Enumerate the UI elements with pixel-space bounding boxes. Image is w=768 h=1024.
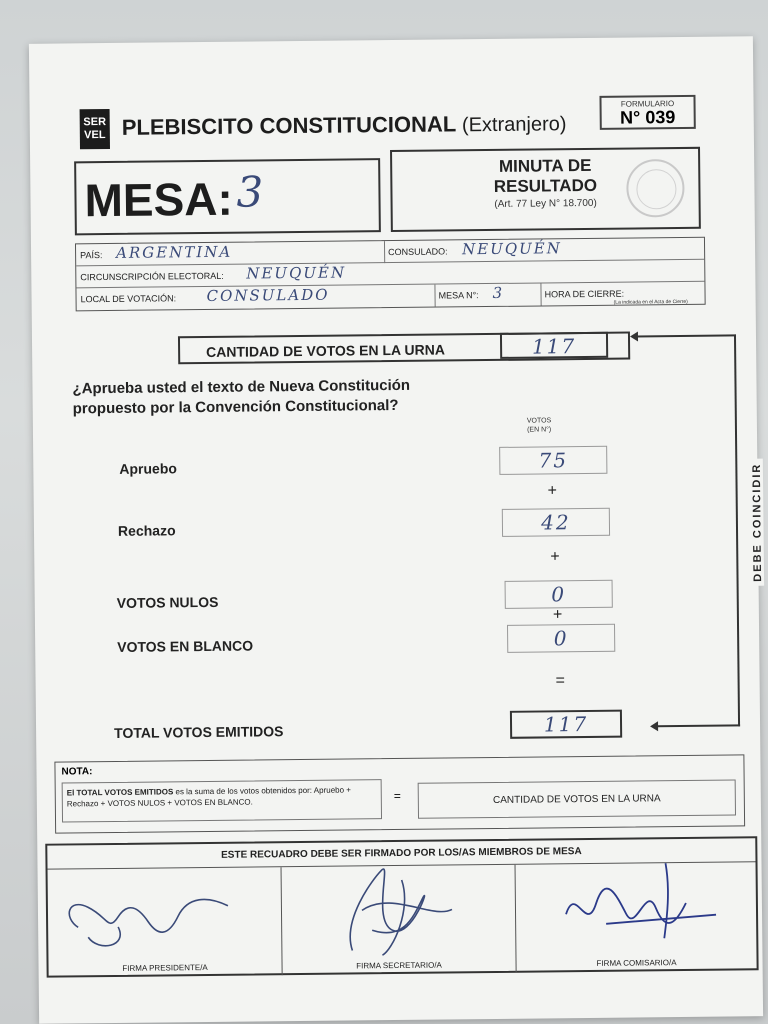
seal-stamp-icon xyxy=(626,159,685,218)
circ-value: NEUQUÉN xyxy=(246,263,347,283)
servel-logo xyxy=(80,109,110,149)
minuta-law: (Art. 77 Ley N° 18.700) xyxy=(494,197,597,210)
nota-box xyxy=(54,754,745,833)
minuta-box xyxy=(390,147,701,232)
firma-comisario-label: FIRMA COMISARIO/A xyxy=(596,958,677,968)
nota-title: NOTA: xyxy=(61,766,93,778)
equals-sign: = xyxy=(555,672,566,690)
local-value: CONSULADO xyxy=(206,285,330,305)
ballot-question xyxy=(72,376,410,420)
plus-sign: + xyxy=(552,606,563,624)
nota-equals: = xyxy=(393,788,401,804)
votos-header-line2: (EN N°) xyxy=(527,426,552,434)
plus-sign: + xyxy=(547,482,558,500)
rechazo-value: 42 xyxy=(502,508,610,537)
signature-presidente-icon xyxy=(58,876,249,958)
blanco-value: 0 xyxy=(507,624,615,653)
hora-note: (La indicada en el Acta de Cierre) xyxy=(613,298,688,306)
signature-header: ESTE RECUADRO DEBE SER FIRMADO POR LOS/AS MIEMBROS DE MESA xyxy=(47,838,755,869)
logo-line1: SER xyxy=(83,116,107,129)
nulos-label: VOTOS NULOS xyxy=(116,593,219,611)
apruebo-value: 75 xyxy=(499,446,607,475)
plus-sign: + xyxy=(550,548,560,566)
circ-label: CIRCUNSCRIPCIÓN ELECTORAL: xyxy=(80,270,224,283)
urna-box xyxy=(178,332,630,365)
mesa-label: MESA: xyxy=(84,172,234,227)
nota-definition xyxy=(62,779,382,822)
mesa-n-label: MESA N°: xyxy=(438,290,479,301)
consulado-value: NEUQUÉN xyxy=(461,239,562,259)
formulario-number: N° 039 xyxy=(619,107,676,128)
question-line1: ¿Aprueba usted el texto de Nueva Constitución xyxy=(72,376,411,398)
consulado-label: CONSULADO: xyxy=(388,246,448,258)
signature-secretario-icon xyxy=(311,859,502,961)
nulos-value: 0 xyxy=(505,580,613,609)
title-main: PLEBISCITO CONSTITUCIONAL xyxy=(121,111,456,140)
formulario-label: FORMULARIO xyxy=(620,99,675,109)
arrow-left-icon xyxy=(630,331,638,341)
nota-def-bold: El TOTAL VOTOS EMITIDOS xyxy=(66,787,174,798)
nota-result: CANTIDAD DE VOTOS EN LA URNA xyxy=(418,779,736,818)
minuta-line1: MINUTA DE xyxy=(498,155,592,176)
hora-label: HORA DE CIERRE: xyxy=(544,288,625,300)
arrow-left-icon xyxy=(650,721,658,731)
info-table xyxy=(75,237,706,312)
nota-def-rest: es la suma de los votos obtenidos por: Apruebo + Rechazo + VOTOS NULOS + VOTOS EN BLANCO. xyxy=(66,785,351,809)
arrow-to-urna-line xyxy=(636,334,736,337)
firma-secretario-cell xyxy=(282,865,517,975)
minuta-line2: RESULTADO xyxy=(493,175,598,196)
form-title xyxy=(122,110,567,141)
blanco-label: VOTOS EN BLANCO xyxy=(117,637,254,655)
mesa-n-value: 3 xyxy=(492,283,505,302)
firma-secretario-label: FIRMA SECRETARIO/A xyxy=(356,960,442,971)
firma-comisario-cell xyxy=(516,862,757,973)
debe-coincidir-text: DEBE COINCIDIR xyxy=(751,459,764,586)
local-label: LOCAL DE VOTACIÓN: xyxy=(80,293,177,305)
apruebo-label: Apruebo xyxy=(119,460,177,477)
question-line2: propuesto por la Convención Constitucional? xyxy=(72,396,399,418)
firma-presidente-cell xyxy=(48,867,283,977)
votos-header-line1: VOTOS xyxy=(526,417,552,425)
ballot-form-sheet xyxy=(29,36,763,1024)
signature-comisario-icon xyxy=(545,852,746,954)
title-suffix: (Extranjero) xyxy=(461,113,567,137)
signature-box xyxy=(45,836,758,977)
arrow-to-total-line xyxy=(656,724,740,727)
firma-presidente-label: FIRMA PRESIDENTE/A xyxy=(122,962,208,973)
urna-value: 117 xyxy=(500,332,608,359)
coincidir-connector-line xyxy=(734,334,740,726)
pais-label: PAÍS: xyxy=(80,250,103,261)
mesa-value: 3 xyxy=(236,167,266,217)
urna-label: CANTIDAD DE VOTOS EN LA URNA xyxy=(206,341,445,360)
total-value: 117 xyxy=(510,710,622,739)
formulario-badge xyxy=(599,95,695,130)
rechazo-label: Rechazo xyxy=(117,522,176,539)
total-label: TOTAL VOTOS EMITIDOS xyxy=(114,723,284,741)
logo-line2: VEL xyxy=(84,129,106,142)
mesa-box xyxy=(74,158,381,235)
pais-value: ARGENTINA xyxy=(115,242,233,262)
votos-header xyxy=(527,416,552,434)
